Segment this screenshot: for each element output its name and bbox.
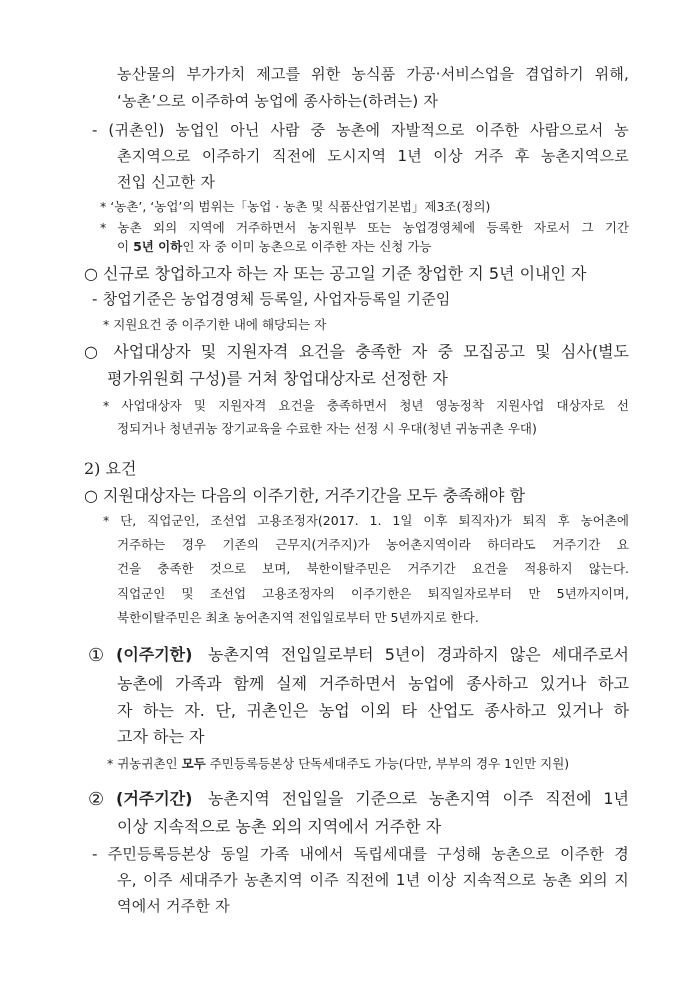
bullet-startup: ○ 신규로 창업하고자 하는 자 또는 공고일 기준 창업한 지 5년 이내인 자 bbox=[84, 264, 587, 283]
note-line: * 지원요건 중 이주기한 내에 해당되는 자 bbox=[103, 317, 327, 332]
note-bold: 5년 이하 bbox=[133, 239, 183, 254]
note-registration: * 농촌 외의 지역에 거주하면서 농지원부 또는 농업경영체에 등록한 자로서 그 기간 bbox=[100, 220, 629, 235]
note-line: 북한이탈주민은 최초 농어촌지역 전입일로부터 만 5년까지로 한다. bbox=[117, 610, 479, 625]
note-text: * 귀농귀촌인 bbox=[107, 756, 182, 771]
note-line: 직업군인 및 조선업 고용조정자의 이주기한은 퇴직일자로부터 만 5년까지이며, bbox=[117, 586, 629, 601]
note-text: 주민등록등본상 단독세대주도 가능(다만, 부부의 경우 1인만 지원) bbox=[205, 756, 570, 771]
note-line: 거주하는 경우 기존의 근무지(거주지)가 농어촌지역이라 하더라도 거주기간 요 bbox=[117, 537, 629, 552]
note-exception: * 단, 직업군인, 조선업 고용조정자(2017. 1. 1일 이후 퇴직자)가 퇴직 후 농어촌에 bbox=[103, 513, 629, 528]
paragraph-line: 역에서 거주한 자 bbox=[117, 897, 230, 915]
paragraph-line: 고자 하는 자 bbox=[117, 727, 205, 746]
section-heading: 2) 요건 bbox=[84, 459, 137, 478]
dash-independent-household: - 주민등록등본상 동일 가족 내에서 독립세대를 구성해 농촌으로 이주한 경 bbox=[92, 845, 629, 863]
paragraph-line: 촌지역으로 이주하기 직전에 도시지역 1년 이상 거주 후 농촌지역으로 bbox=[117, 147, 629, 165]
note-preference: * 사업대상자 및 지원자격 요건을 충족하면서 청년 영농정착 지원사업 대상자로 선 bbox=[103, 398, 629, 413]
note-scope: * ‘농촌’, ‘농업’의 범위는「농업 · 농촌 및 식품산업기본법」제3조(정의) bbox=[100, 199, 491, 214]
paragraph-line: 농촌에 가족과 함께 실제 거주하면서 농업에 종사하고 있거나 하고 bbox=[117, 674, 629, 693]
item-migration-deadline bbox=[88, 647, 629, 667]
item-text: 농촌지역 전입일을 기준으로 농촌지역 이주 직전에 1년 bbox=[208, 789, 629, 808]
item-residence-period bbox=[88, 791, 629, 811]
circled-number-1: ① bbox=[88, 645, 105, 666]
note-bold: 모두 bbox=[181, 756, 206, 771]
note-line bbox=[117, 241, 431, 254]
paragraph-line: 우, 이주 세대주가 농촌지역 이주 직전에 1년 이상 지속적으로 농촌 외의 지 bbox=[117, 871, 629, 889]
note-line: 건을 충족한 것으로 보며, 북한이탈주민은 거주기간 요건을 적용하지 않는다. bbox=[117, 561, 629, 576]
note-line: 정되거나 청년귀농 장기교육을 수료한 자는 선정 시 우대(청년 귀농귀촌 우대) bbox=[117, 421, 537, 436]
paragraph-line: ‘농촌’으로 이주하여 농업에 종사하는(하려는) 자 bbox=[117, 92, 439, 110]
dash-startup-criteria: - 창업기준은 농업경영체 등록일, 사업자등록일 기준임 bbox=[92, 290, 451, 308]
bullet-selection-cont: 평가위원회 구성)를 거쳐 창업대상자로 선정한 자 bbox=[107, 369, 448, 388]
paragraph-line: 농산물의 부가가치 제고를 위한 농식품 가공·서비스업을 겸업하기 위해, bbox=[117, 65, 629, 83]
paragraph-line: 자 하는 자. 단, 귀촌인은 농업 이외 타 산업도 종사하고 있거나 하 bbox=[117, 701, 629, 720]
paragraph-line: 이상 지속적으로 농촌 외의 지역에서 거주한 자 bbox=[117, 817, 442, 836]
note-text: 이 bbox=[117, 239, 134, 254]
note-text: 인 자 중 이미 농촌으로 이주한 자는 신청 가능 bbox=[182, 239, 432, 254]
note-line bbox=[107, 758, 569, 771]
bullet-requirements: ○ 지원대상자는 다음의 이주기한, 거주기간을 모두 충족해야 함 bbox=[84, 486, 526, 505]
bullet-selection: ○ 사업대상자 및 지원자격 요건을 충족한 자 중 모집공고 및 심사(별도 bbox=[84, 342, 629, 361]
item-label: (이주기한) bbox=[116, 645, 193, 664]
circled-number-2: ② bbox=[88, 789, 105, 810]
paragraph-line: 전입 신고한 자 bbox=[117, 173, 216, 191]
item-text: 농촌지역 전입일로부터 5년이 경과하지 않은 세대주로서 bbox=[208, 645, 629, 664]
item-label: (거주기간) bbox=[116, 789, 193, 808]
dash-item-returnee: - (귀촌인) 농업인 아닌 사람 중 농촌에 자발적으로 이주한 사람으로서 농 bbox=[92, 121, 629, 139]
